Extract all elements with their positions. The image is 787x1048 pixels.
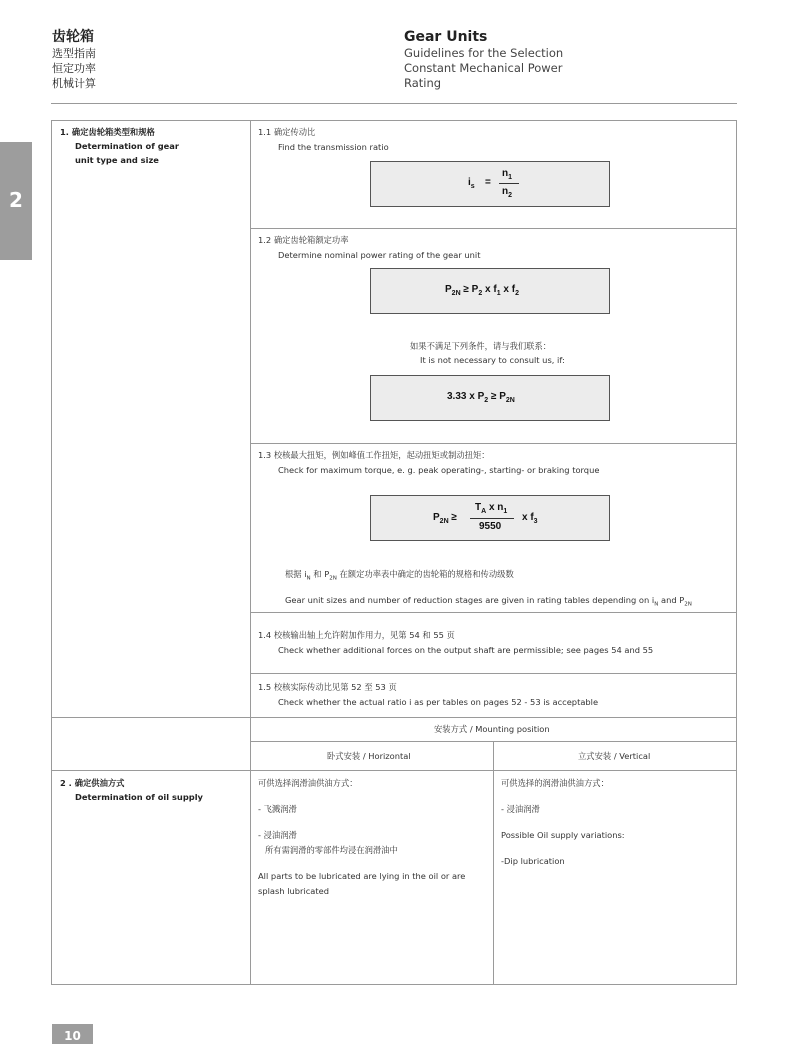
chapter-tab-number: 2 (9, 188, 23, 212)
horizontal-line1: 可供选择润滑油供油方式： (258, 778, 358, 788)
step1-cn: 1.1 确定传动比 (258, 127, 316, 137)
mounting-column-divider (493, 741, 494, 985)
mounting-vertical: 立式安装 / Vertical (578, 751, 651, 761)
step4-cn: 1.4 校核输出轴上允许附加作用力，见第 54 和 55 页 (258, 630, 455, 640)
formula-ratio-denominator: $n_2$ (502, 186, 513, 199)
formula-torque-numerator: $T_A$ x $n_1$ (475, 502, 508, 515)
formula-power-box (370, 268, 610, 314)
horizontal-line3: - 浸油润滑 (258, 830, 297, 840)
formula-ratio-box (370, 161, 610, 207)
step2-en: Determine nominal power rating of the gear unit (278, 250, 481, 260)
row-divider-3 (250, 612, 736, 613)
vertical-line1: 可供选择的润滑油供油方式： (501, 778, 609, 788)
header-en-sub3: Rating (404, 76, 442, 90)
row-divider-1 (250, 228, 736, 229)
horizontal-line4: 所有需润滑的零部件均浸在润滑油中 (265, 845, 398, 855)
section2-label-cn: 2 . 确定供油方式 (60, 778, 125, 788)
formula-torque-fraction-bar (470, 518, 514, 519)
row-divider-4 (250, 673, 736, 674)
horizontal-line5: All parts to be lubricated are lying in the oil or are (258, 871, 466, 881)
header-cn-sub2: 恒定功率 (52, 62, 96, 75)
header-cn-sub3: 机械计算 (52, 77, 96, 90)
step3-note-en: Gear unit sizes and number of reduction stages are given in rating tables depending on $i_N$ and $P_{2N}$ (285, 595, 692, 608)
header-cn-sub1: 选型指南 (52, 47, 96, 60)
formula-ratio-fraction-bar (499, 183, 519, 184)
formula-torque-box (370, 495, 610, 541)
step2-note-en: It is not necessary to consult us, if: (420, 355, 565, 365)
section1-label-en2: unit type and size (75, 155, 159, 165)
header-en-title: Gear Units (404, 29, 488, 45)
mounting-title: 安装方式 / Mounting position (434, 724, 550, 734)
step2-note-cn: 如果不满足下列条件，请与我们联系： (410, 341, 552, 351)
formula-torque-lhs: $P_{2N}$ ≥ (433, 512, 457, 525)
section1-label (60, 125, 179, 167)
step1-en: Find the transmission ratio (278, 142, 389, 152)
formula-torque-tail: x $f_3$ (522, 512, 538, 525)
header-divider (51, 103, 737, 104)
step3-note-cn: 根据 $i_N$ 和 $P_{2N}$ 在额定功率表中确定的齿轮箱的规格和传动级数 (285, 569, 514, 582)
header-english (404, 28, 563, 91)
formula-power-text: $P_{2N} \ge P_2$ x $f_1$ x $f_2$ (445, 284, 519, 297)
table-border-left (51, 120, 52, 985)
horizontal-line2: - 飞溅润滑 (258, 804, 297, 814)
header-cn-title: 齿轮箱 (52, 29, 94, 45)
vertical-line3: Possible Oil supply variations: (501, 830, 625, 840)
step3-cn: 1.3 校核最大扭矩，例如峰值工作扭矩，起动扭矩或制动扭矩： (258, 450, 490, 460)
section1-label-en1: Determination of gear (75, 141, 179, 151)
formula-consult-box (370, 375, 610, 421)
formula-ratio-lhs: $i_s$ (468, 177, 475, 190)
header-chinese (52, 28, 96, 91)
step5-cn: 1.5 校核实际传动比见第 52 至 53 页 (258, 682, 397, 692)
horizontal-line6: splash lubricated (258, 886, 330, 896)
step4-en: Check whether additional forces on the output shaft are permissible; see pages 54 and 55 (278, 645, 654, 655)
row-divider-7 (51, 770, 737, 771)
row-divider-5 (51, 717, 737, 718)
header-en-sub2: Constant Mechanical Power (404, 61, 563, 75)
chapter-tab (0, 142, 32, 260)
row-divider-2 (250, 443, 736, 444)
formula-torque-denominator: 9550 (479, 521, 502, 532)
section2-label-en: Determination of oil supply (75, 792, 203, 802)
vertical-line2: - 浸油润滑 (501, 804, 540, 814)
table-border-top (51, 120, 737, 121)
section1-label-cn: 1. 确定齿轮箱类型和规格 (60, 127, 155, 137)
header-en-sub1: Guidelines for the Selection (404, 46, 564, 60)
formula-ratio-eq: = (485, 177, 491, 188)
section2-label (60, 776, 203, 804)
page-number: 10 (52, 1024, 93, 1044)
formula-ratio-numerator: $n_1$ (502, 168, 513, 181)
step2-cn: 1.2 确定齿轮箱额定功率 (258, 235, 349, 245)
table-column-divider (250, 120, 251, 985)
mounting-horizontal: 卧式安装 / Horizontal (327, 751, 411, 761)
formula-consult-text: 3.33 x $P_2 \ge P_{2N}$ (447, 391, 515, 404)
vertical-line4: -Dip lubrication (501, 856, 565, 866)
step5-en: Check whether the actual ratio i as per tables on pages 52 - 53 is acceptable (278, 697, 599, 707)
table-border-bottom (51, 984, 737, 985)
table-border-right (736, 120, 737, 985)
step3-en: Check for maximum torque, e. g. peak operating-, starting- or braking torque (278, 465, 600, 475)
